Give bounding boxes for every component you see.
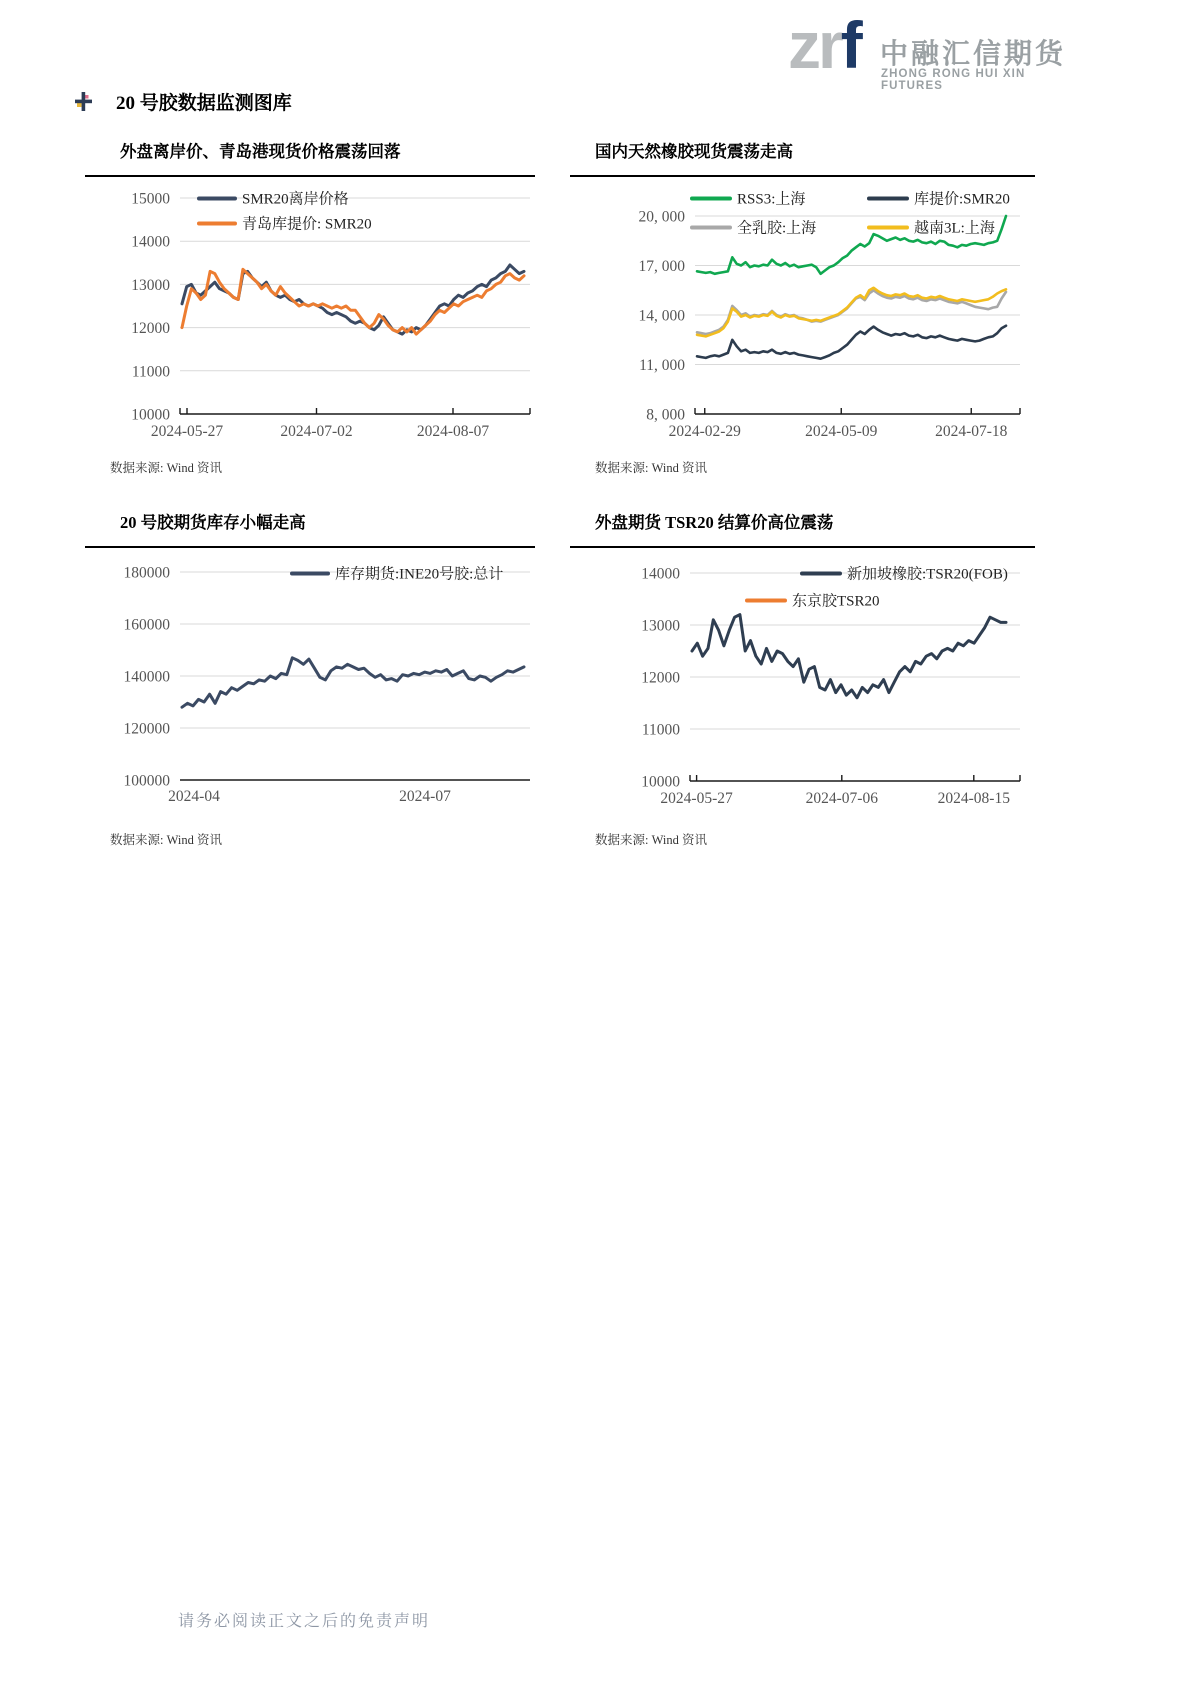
chart-svg bbox=[85, 543, 535, 835]
chart-svg bbox=[570, 543, 1035, 835]
legend-label: 库提价:SMR20 bbox=[914, 191, 1010, 208]
y-tick-label: 14000 bbox=[641, 565, 680, 583]
y-tick-label: 14, 000 bbox=[638, 307, 685, 325]
legend-swatch bbox=[867, 196, 909, 200]
x-tick-label: 2024-07-02 bbox=[280, 423, 353, 440]
chart-title: 外盘离岸价、青岛港现货价格震荡回落 bbox=[85, 134, 535, 177]
legend-label: 库存期货:INE20号胶:总计 bbox=[335, 566, 504, 583]
y-tick-label: 14000 bbox=[131, 233, 170, 251]
disclaimer-footer: 请务必阅读正文之后的免责声明 bbox=[178, 1613, 431, 1630]
x-tick-label: 2024-08-07 bbox=[416, 423, 490, 440]
y-tick-label: 12000 bbox=[641, 669, 680, 687]
legend-item bbox=[690, 217, 816, 238]
legend-swatch bbox=[197, 196, 237, 200]
legend-swatch bbox=[197, 221, 237, 225]
series-line-库提价:SMR20 bbox=[697, 326, 1006, 359]
y-tick-label: 140000 bbox=[123, 668, 170, 686]
y-tick-label: 13000 bbox=[641, 617, 680, 635]
legend-item bbox=[197, 213, 372, 234]
legend-swatch bbox=[690, 196, 732, 200]
x-tick-label: 2024-02-29 bbox=[668, 423, 741, 440]
y-tick-label: 11, 000 bbox=[639, 357, 685, 374]
legend-swatch bbox=[745, 598, 787, 602]
legend-item bbox=[290, 563, 503, 584]
y-tick-label: 17, 000 bbox=[638, 258, 685, 275]
legend-swatch bbox=[867, 225, 909, 229]
section-heading bbox=[75, 88, 292, 115]
chart-block-offshore-price bbox=[85, 134, 535, 486]
x-tick-label: 2024-05-27 bbox=[150, 423, 224, 440]
legend-swatch bbox=[290, 571, 330, 575]
logo-company-name-cn: 中融汇信期货 bbox=[880, 38, 1067, 69]
series-line-SMR20离岸价格 bbox=[182, 265, 524, 334]
legend-item bbox=[197, 188, 349, 209]
series-line-库存期货:INE20号胶:总计 bbox=[182, 658, 524, 707]
legend-item bbox=[800, 563, 1008, 584]
y-tick-label: 11000 bbox=[131, 363, 170, 381]
legend-item bbox=[690, 188, 805, 209]
y-tick-label: 8, 000 bbox=[646, 406, 685, 424]
legend-swatch bbox=[690, 225, 732, 229]
y-tick-label: 10000 bbox=[131, 406, 170, 424]
legend-label: 青岛库提价: SMR20 bbox=[242, 216, 372, 233]
y-tick-label: 13000 bbox=[131, 276, 170, 294]
logo-f-letter: f bbox=[840, 8, 860, 82]
series-line-青岛库提价: SMR20 bbox=[182, 269, 524, 334]
legend-item bbox=[867, 217, 995, 238]
legend-label: 新加坡橡胶:TSR20(FOB) bbox=[847, 566, 1008, 583]
x-tick-label: 2024-07 bbox=[399, 788, 451, 805]
section-title: 20 号胶数据监测图库 bbox=[116, 93, 292, 114]
y-tick-label: 20, 000 bbox=[638, 208, 685, 226]
y-tick-label: 100000 bbox=[123, 772, 170, 790]
logo-zr-letters: zr bbox=[788, 8, 841, 82]
chart-source-note: 数据来源: Wind 资讯 bbox=[110, 461, 222, 475]
legend-label: 全乳胶:上海 bbox=[737, 220, 817, 237]
chart-block-domestic-spot bbox=[570, 134, 1035, 486]
x-tick-label: 2024-04 bbox=[168, 788, 220, 805]
chart-title: 外盘期货 TSR20 结算价高位震荡 bbox=[570, 505, 1035, 548]
chart-title: 国内天然橡胶现货震荡走高 bbox=[570, 134, 1035, 177]
y-tick-label: 11000 bbox=[641, 721, 680, 739]
chart-title: 20 号胶期货库存小幅走高 bbox=[85, 505, 535, 548]
chart-source-note: 数据来源: Wind 资讯 bbox=[595, 833, 707, 847]
series-line-新加坡橡胶:TSR20(FOB) bbox=[692, 615, 1006, 698]
x-tick-label: 2024-05-27 bbox=[660, 790, 733, 807]
chart-plot-futures-inventory bbox=[85, 543, 535, 840]
x-tick-label: 2024-08-15 bbox=[937, 790, 1010, 807]
chart-source-note: 数据来源: Wind 资讯 bbox=[110, 833, 222, 847]
y-tick-label: 160000 bbox=[123, 616, 170, 634]
legend-label: RSS3:上海 bbox=[737, 191, 806, 208]
chart-plot-offshore-price bbox=[85, 172, 535, 469]
y-tick-label: 15000 bbox=[131, 190, 170, 208]
y-tick-label: 12000 bbox=[131, 320, 170, 338]
y-tick-label: 120000 bbox=[123, 720, 170, 738]
chart-block-tsr20-settlement bbox=[570, 505, 1035, 857]
chart-plot-domestic-spot bbox=[570, 172, 1035, 469]
y-tick-label: 180000 bbox=[123, 564, 170, 582]
chart-block-futures-inventory bbox=[85, 505, 535, 857]
legend-label: 越南3L:上海 bbox=[914, 220, 995, 237]
legend-label: SMR20离岸价格 bbox=[242, 191, 349, 208]
chart-plot-tsr20-settlement bbox=[570, 543, 1035, 840]
chart-source-note: 数据来源: Wind 资讯 bbox=[595, 461, 707, 475]
logo-company-name-en: ZHONG RONG HUI XIN FUTURES bbox=[881, 68, 1026, 92]
legend-label: 东京胶TSR20 bbox=[792, 593, 880, 610]
legend-item bbox=[745, 590, 880, 611]
series-line-越南3L:上海 bbox=[697, 288, 1006, 337]
legend-item bbox=[867, 188, 1010, 209]
x-tick-label: 2024-07-06 bbox=[805, 790, 878, 807]
series-line-全乳胶:上海 bbox=[697, 290, 1006, 334]
legend-swatch bbox=[800, 571, 842, 575]
section-bullet-icon bbox=[75, 92, 92, 111]
x-tick-label: 2024-07-18 bbox=[935, 423, 1008, 440]
logo-zrf-mark bbox=[788, 8, 860, 82]
company-logo bbox=[788, 8, 1068, 96]
y-tick-label: 10000 bbox=[641, 773, 680, 791]
x-tick-label: 2024-05-09 bbox=[805, 423, 878, 440]
